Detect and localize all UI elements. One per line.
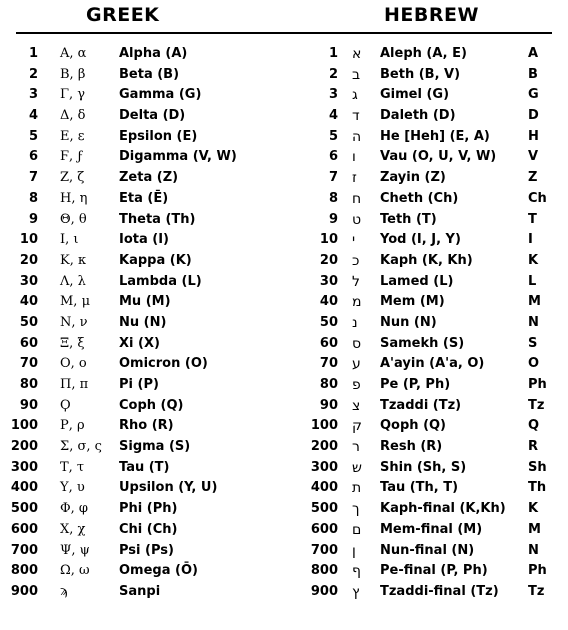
greek-number: 90	[19, 397, 38, 413]
hebrew-letter-name: Vau (O, U, V, W)	[380, 149, 497, 165]
greek-letter-name: Gamma (G)	[119, 87, 202, 103]
hebrew-number: 40	[319, 294, 338, 310]
greek-letter: Κ, κ	[60, 252, 87, 268]
greek-letter-name: Sanpi	[119, 583, 161, 599]
hebrew-row	[300, 334, 568, 355]
hebrew-letter-name: Beth (B, V)	[380, 66, 461, 82]
greek-letter: Τ, τ	[60, 459, 85, 475]
greek-letter-name: Lambda (L)	[119, 273, 202, 289]
greek-row	[0, 541, 300, 562]
hebrew-number: 6	[328, 149, 338, 165]
greek-row	[0, 210, 300, 231]
greek-letter-name: Nu (N)	[119, 314, 167, 330]
hebrew-row	[300, 478, 568, 499]
greek-letter: Σ, σ, ς	[60, 439, 102, 455]
hebrew-transliteration: N	[528, 314, 539, 330]
hebrew-letter-name: Tzaddi (Tz)	[380, 397, 462, 413]
hebrew-letter-name: Samekh (S)	[380, 335, 465, 351]
hebrew-number: 400	[310, 480, 338, 496]
hebrew-number: 700	[310, 542, 338, 558]
hebrew-letter-name: Shin (Sh, S)	[380, 459, 467, 475]
hebrew-letter-name: Pe-final (P, Ph)	[380, 563, 488, 579]
hebrew-number: 4	[328, 108, 338, 124]
greek-letter: ϡ	[60, 583, 68, 599]
hebrew-letter-name: Mem-final (M)	[380, 521, 483, 537]
hebrew-row	[300, 106, 568, 127]
hebrew-row	[300, 230, 568, 251]
greek-letter-name: Omicron (O)	[119, 356, 208, 372]
greek-row	[0, 437, 300, 458]
hebrew-letter: א	[352, 46, 362, 62]
greek-number: 100	[10, 418, 38, 434]
hebrew-number: 800	[310, 563, 338, 579]
greek-letter-name: Beta (B)	[119, 66, 180, 82]
greek-row	[0, 65, 300, 86]
hebrew-row	[300, 416, 568, 437]
greek-row	[0, 168, 300, 189]
hebrew-number: 600	[310, 521, 338, 537]
hebrew-letter-name: Kaph-final (K,Kh)	[380, 501, 506, 517]
hebrew-number: 900	[310, 583, 338, 599]
greek-letter: Ϙ	[60, 397, 71, 413]
greek-row	[0, 520, 300, 541]
hebrew-letter-name: Mem (M)	[380, 294, 445, 310]
greek-number: 6	[28, 149, 38, 165]
hebrew-letter-name: A'ayin (A'a, O)	[380, 356, 485, 372]
hebrew-letter: ע	[352, 356, 361, 373]
hebrew-letter: צ	[352, 397, 361, 414]
greek-row	[0, 375, 300, 396]
greek-letter-name: Omega (Ō)	[119, 563, 198, 579]
hebrew-number: 8	[328, 190, 338, 206]
greek-letter: Ζ, ζ	[60, 170, 85, 186]
greek-letter: Θ, θ	[60, 211, 87, 227]
greek-letter-name: Iota (I)	[119, 232, 170, 248]
greek-letter: Μ, μ	[60, 294, 91, 310]
greek-row	[0, 44, 300, 65]
hebrew-letter-name: Aleph (A, E)	[380, 46, 467, 61]
hebrew-number: 7	[328, 170, 338, 186]
hebrew-letter: ר	[352, 439, 360, 456]
hebrew-header: HEBREW	[384, 4, 479, 26]
hebrew-letter: ץ	[352, 583, 360, 600]
greek-row	[0, 189, 300, 210]
greek-letter-name: Sigma (S)	[119, 439, 191, 455]
hebrew-row	[300, 354, 568, 375]
hebrew-row	[300, 251, 568, 272]
hebrew-letter: ו	[352, 149, 356, 166]
greek-row	[0, 561, 300, 582]
greek-number: 30	[19, 273, 38, 289]
hebrew-transliteration: K	[528, 501, 539, 517]
hebrew-transliteration: R	[528, 439, 539, 455]
greek-number: 300	[10, 459, 38, 475]
hebrew-letter-name: Gimel (G)	[380, 87, 450, 103]
hebrew-number: 200	[310, 439, 338, 455]
hebrew-number: 50	[319, 314, 338, 330]
greek-letter: Δ, δ	[60, 108, 86, 124]
hebrew-row	[300, 292, 568, 313]
hebrew-letter-name: He [Heh] (E, A)	[380, 128, 490, 144]
greek-number: 5	[28, 128, 38, 144]
hebrew-transliteration: H	[528, 128, 539, 144]
greek-letter-name: Coph (Q)	[119, 397, 184, 413]
hebrew-transliteration: Th	[528, 480, 547, 496]
hebrew-transliteration: G	[528, 87, 539, 103]
greek-row	[0, 85, 300, 106]
hebrew-row	[300, 272, 568, 293]
greek-number: 10	[19, 232, 38, 248]
hebrew-row	[300, 582, 568, 603]
greek-letter-name: Delta (D)	[119, 108, 186, 124]
hebrew-row	[300, 541, 568, 562]
hebrew-transliteration: A	[528, 46, 539, 61]
hebrew-row	[300, 375, 568, 396]
greek-number: 1	[28, 46, 38, 61]
hebrew-letter: מ	[352, 294, 362, 311]
greek-row	[0, 127, 300, 148]
greek-letter-name: Phi (Ph)	[119, 501, 178, 517]
greek-letter-name: Chi (Ch)	[119, 521, 178, 537]
greek-letter: Υ, υ	[60, 480, 85, 496]
greek-letter: Ν, ν	[60, 314, 88, 330]
hebrew-letter-name: Resh (R)	[380, 439, 443, 455]
hebrew-letter: ה	[352, 128, 362, 145]
greek-letter: Ρ, ρ	[60, 418, 85, 434]
hebrew-transliteration: Ph	[528, 563, 547, 579]
greek-number: 50	[19, 314, 38, 330]
hebrew-row	[300, 396, 568, 417]
greek-row	[0, 354, 300, 375]
hebrew-row	[300, 313, 568, 334]
hebrew-number: 60	[319, 335, 338, 351]
hebrew-letter: ף	[352, 563, 361, 580]
greek-header: GREEK	[86, 4, 160, 26]
greek-number: 800	[10, 563, 38, 579]
hebrew-letter-name: Nun (N)	[380, 314, 437, 330]
hebrew-row	[300, 561, 568, 582]
greek-number: 600	[10, 521, 38, 537]
greek-letter-name: Alpha (A)	[119, 46, 188, 61]
hebrew-transliteration: D	[528, 108, 539, 124]
hebrew-letter-name: Cheth (Ch)	[380, 190, 459, 206]
hebrew-letter-name: Tau (Th, T)	[380, 480, 459, 496]
hebrew-transliteration: Tz	[528, 583, 545, 599]
greek-row	[0, 582, 300, 603]
hebrew-letter: ט	[352, 211, 362, 228]
greek-letter-name: Zeta (Z)	[119, 170, 179, 186]
hebrew-transliteration: I	[528, 232, 533, 248]
greek-letter-name: Eta (Ē)	[119, 190, 169, 206]
hebrew-letter: ס	[352, 335, 362, 352]
greek-number: 60	[19, 335, 38, 351]
greek-letter: Α, α	[60, 46, 87, 61]
hebrew-row	[300, 189, 568, 210]
hebrew-letter-name: Teth (T)	[380, 211, 437, 227]
greek-letter-name: Psi (Ps)	[119, 542, 174, 558]
greek-letter-name: Mu (M)	[119, 294, 171, 310]
hebrew-letter: ת	[352, 480, 362, 497]
hebrew-number: 20	[319, 252, 338, 268]
greek-row	[0, 272, 300, 293]
hebrew-transliteration: Q	[528, 418, 540, 434]
greek-table	[0, 44, 300, 603]
greek-letter: Ϝ, ϝ	[60, 149, 84, 165]
hebrew-transliteration: Ch	[528, 190, 547, 206]
hebrew-letter: י	[352, 232, 356, 249]
greek-number: 7	[28, 170, 38, 186]
hebrew-letter: ל	[352, 273, 360, 290]
greek-letter: Ξ, ξ	[60, 335, 85, 351]
hebrew-letter: ג	[352, 87, 358, 104]
greek-row	[0, 313, 300, 334]
greek-number: 80	[19, 377, 38, 392]
greek-number: 40	[19, 294, 38, 310]
greek-row	[0, 230, 300, 251]
greek-number: 700	[10, 542, 38, 558]
hebrew-number: 10	[319, 232, 338, 248]
greek-row	[0, 458, 300, 479]
hebrew-letter: ז	[352, 170, 357, 187]
hebrew-letter-name: Nun-final (N)	[380, 542, 475, 558]
greek-number: 20	[19, 252, 38, 268]
hebrew-letter: ש	[352, 459, 362, 476]
hebrew-number: 1	[328, 46, 338, 61]
greek-letter-name: Theta (Th)	[119, 211, 196, 227]
greek-letter: Φ, φ	[60, 501, 89, 517]
greek-letter: Ε, ε	[60, 128, 85, 144]
greek-letter: Π, π	[60, 377, 89, 392]
greek-number: 9	[28, 211, 38, 227]
hebrew-row	[300, 499, 568, 520]
hebrew-transliteration: M	[528, 521, 541, 537]
greek-row	[0, 292, 300, 313]
hebrew-letter: פ	[352, 377, 361, 393]
greek-letter: Λ, λ	[60, 273, 86, 289]
greek-row	[0, 499, 300, 520]
greek-letter-name: Rho (R)	[119, 418, 174, 434]
greek-row	[0, 396, 300, 417]
greek-row	[0, 334, 300, 355]
hebrew-letter-name: Daleth (D)	[380, 108, 456, 124]
header-divider	[16, 32, 552, 34]
hebrew-number: 2	[328, 66, 338, 82]
greek-letter-name: Tau (T)	[119, 459, 170, 475]
hebrew-letter-name: Qoph (Q)	[380, 418, 447, 434]
greek-number: 500	[10, 501, 38, 517]
greek-letter: Ι, ι	[60, 232, 79, 248]
hebrew-transliteration: Z	[528, 170, 538, 186]
hebrew-letter: ק	[352, 418, 362, 435]
hebrew-letter-name: Tzaddi-final (Tz)	[380, 583, 499, 599]
hebrew-number: 9	[328, 211, 338, 227]
hebrew-number: 70	[319, 356, 338, 372]
hebrew-letter: ד	[352, 108, 360, 125]
hebrew-row	[300, 437, 568, 458]
greek-letter: Ο, ο	[60, 356, 87, 372]
hebrew-row	[300, 520, 568, 541]
hebrew-letter: כ	[352, 252, 360, 269]
hebrew-transliteration: M	[528, 294, 541, 310]
hebrew-row	[300, 85, 568, 106]
greek-number: 8	[28, 190, 38, 206]
hebrew-transliteration: N	[528, 542, 539, 558]
hebrew-transliteration: Ph	[528, 377, 547, 392]
hebrew-number: 90	[319, 397, 338, 413]
hebrew-transliteration: V	[528, 149, 539, 165]
hebrew-letter: ב	[352, 66, 361, 83]
hebrew-number: 300	[310, 459, 338, 475]
hebrew-row	[300, 127, 568, 148]
greek-row	[0, 478, 300, 499]
hebrew-transliteration: S	[528, 335, 538, 351]
hebrew-transliteration: Sh	[528, 459, 547, 475]
greek-letter: Ψ, ψ	[60, 542, 90, 558]
greek-number: 70	[19, 356, 38, 372]
hebrew-number: 500	[310, 501, 338, 517]
hebrew-letter: ח	[352, 190, 362, 207]
hebrew-row	[300, 168, 568, 189]
greek-letter: Ω, ω	[60, 563, 90, 579]
hebrew-letter-name: Pe (P, Ph)	[380, 377, 451, 392]
greek-letter: Η, η	[60, 190, 88, 206]
hebrew-number: 3	[328, 87, 338, 103]
hebrew-transliteration: L	[528, 273, 537, 289]
greek-letter: Χ, χ	[60, 521, 86, 537]
greek-row	[0, 106, 300, 127]
hebrew-row	[300, 147, 568, 168]
hebrew-letter-name: Zayin (Z)	[380, 170, 446, 186]
greek-letter-name: Epsilon (E)	[119, 128, 198, 144]
greek-letter: Β, β	[60, 66, 86, 82]
hebrew-transliteration: Tz	[528, 397, 545, 413]
hebrew-row	[300, 65, 568, 86]
greek-letter-name: Xi (X)	[119, 335, 160, 351]
hebrew-letter-name: Kaph (K, Kh)	[380, 252, 473, 268]
hebrew-number: 100	[310, 418, 338, 434]
greek-letter-name: Upsilon (Y, U)	[119, 480, 218, 496]
hebrew-letter-name: Lamed (L)	[380, 273, 454, 289]
greek-number: 900	[10, 583, 38, 599]
hebrew-row	[300, 458, 568, 479]
greek-number: 200	[10, 439, 38, 455]
greek-row	[0, 416, 300, 437]
greek-number: 2	[28, 66, 38, 82]
hebrew-table	[300, 44, 568, 603]
greek-number: 4	[28, 108, 38, 124]
greek-row	[0, 251, 300, 272]
greek-number: 400	[10, 480, 38, 496]
hebrew-letter: ך	[352, 501, 360, 518]
hebrew-letter: נ	[352, 314, 358, 331]
hebrew-number: 5	[328, 128, 338, 144]
hebrew-transliteration: B	[528, 66, 538, 82]
hebrew-transliteration: T	[528, 211, 537, 227]
greek-letter: Γ, γ	[60, 87, 86, 103]
hebrew-number: 80	[319, 377, 338, 392]
hebrew-transliteration: O	[528, 356, 540, 372]
hebrew-transliteration: K	[528, 252, 539, 268]
greek-letter-name: Digamma (V, W)	[119, 149, 237, 165]
hebrew-letter-name: Yod (I, J, Y)	[380, 232, 461, 248]
hebrew-row	[300, 210, 568, 231]
greek-letter-name: Kappa (K)	[119, 252, 192, 268]
hebrew-number: 30	[319, 273, 338, 289]
greek-letter-name: Pi (P)	[119, 377, 159, 392]
hebrew-letter: ם	[352, 521, 362, 538]
greek-number: 3	[28, 87, 38, 103]
greek-row	[0, 147, 300, 168]
hebrew-letter: ן	[352, 542, 356, 559]
hebrew-row	[300, 44, 568, 65]
